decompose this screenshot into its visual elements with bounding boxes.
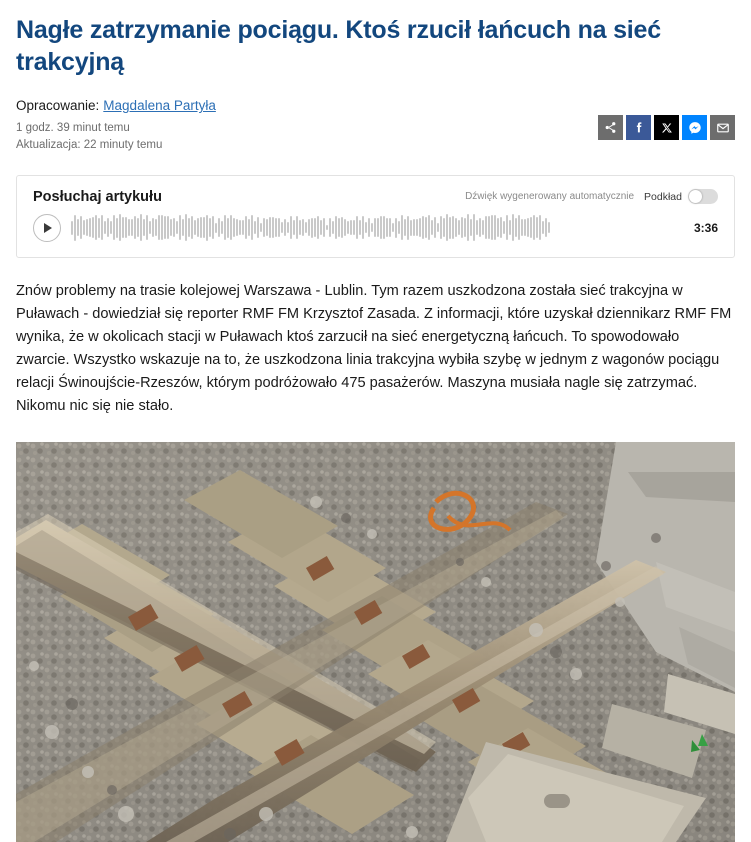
- waveform-bar: [89, 218, 91, 237]
- waveform-bar: [440, 216, 442, 239]
- waveform-bar: [386, 218, 388, 236]
- waveform-bar: [134, 216, 136, 240]
- article-image: [16, 442, 735, 842]
- waveform-bar: [479, 218, 481, 238]
- audio-player-header: [33, 189, 718, 205]
- waveform-bar: [374, 218, 376, 237]
- waveform-bar: [437, 223, 439, 232]
- waveform-bar: [149, 221, 151, 234]
- waveform-bar: [143, 219, 145, 236]
- waveform-bar: [419, 218, 421, 238]
- waveform-bar: [392, 223, 394, 232]
- byline: [16, 98, 735, 113]
- waveform-bar: [533, 215, 535, 241]
- waveform-bar: [233, 218, 235, 238]
- audio-waveform[interactable]: [71, 213, 684, 243]
- waveform-bar: [449, 217, 451, 239]
- waveform-bar: [320, 220, 322, 234]
- waveform-bar: [521, 219, 523, 236]
- waveform-bar: [203, 217, 205, 239]
- waveform-bar: [314, 218, 316, 236]
- waveform-bar: [359, 220, 361, 235]
- waveform-bar: [227, 218, 229, 238]
- waveform-bar: [464, 218, 466, 237]
- waveform-bar: [104, 221, 106, 234]
- toggle-knob: [689, 190, 702, 203]
- waveform-bar: [356, 216, 358, 239]
- waveform-bar: [446, 214, 448, 240]
- audio-player-title: Posłuchaj artykułu: [33, 188, 162, 205]
- share-email-icon[interactable]: [710, 115, 735, 140]
- waveform-bar: [548, 222, 550, 233]
- waveform-bar: [443, 218, 445, 236]
- waveform-bar: [485, 216, 487, 240]
- waveform-bar: [116, 218, 118, 238]
- audio-player-options: [465, 189, 718, 204]
- waveform-bar: [434, 217, 436, 237]
- background-music-label: Podkład: [644, 190, 682, 203]
- waveform-bar: [257, 217, 259, 238]
- waveform-bar: [428, 215, 430, 240]
- share-x-icon[interactable]: [654, 115, 679, 140]
- waveform-bar: [155, 219, 157, 237]
- waveform-bar: [482, 220, 484, 235]
- waveform-bar: [209, 218, 211, 237]
- waveform-bar: [368, 218, 370, 236]
- waveform-bar: [512, 214, 514, 242]
- waveform-bar: [281, 222, 283, 233]
- waveform-bar: [539, 215, 541, 240]
- waveform-bar: [371, 223, 373, 233]
- waveform-bar: [83, 220, 85, 235]
- waveform-bar: [122, 217, 124, 239]
- waveform-bar: [305, 222, 307, 234]
- waveform-bar: [254, 221, 256, 234]
- waveform-bar: [401, 215, 403, 240]
- waveform-bar: [527, 218, 529, 238]
- author-link[interactable]: Magdalena Partyła: [103, 98, 216, 113]
- article-lead-paragraph: Znów problemy na trasie kolejowej Warszawa - Lublin. Tym razem uszkodzona została sieć trakcyjna w Puławach - dowiedział się reporter RMF FM Krzysztof Zasada. Z informacji, które uzyskał dziennikarz RMF FM wynika, że w okolicach stacji w Puławach ktoś zarzucił na sieć energetyczną łańcuch. To spowodowało zwarcie. Wszystko wskazuje na to, że uszkodzona linia trakcyjna wybiła szybę w jednym z wagonów pociągu relacji Świnoujście-Rzeszów, którym podróżowało 475 pasażerów. Maszyna musiała nagle się zatrzymać. Nikomu nic się nie stało.: [16, 282, 732, 414]
- waveform-bar: [413, 219, 415, 236]
- auto-generated-note: Dźwięk wygenerowany automatycznie: [465, 191, 635, 202]
- play-button[interactable]: [33, 214, 61, 242]
- background-music-toggle-wrap[interactable]: [644, 189, 718, 204]
- waveform-bar: [458, 220, 460, 234]
- waveform-bar: [296, 216, 298, 239]
- waveform-bar: [140, 214, 142, 242]
- share-facebook-icon[interactable]: [626, 115, 651, 140]
- waveform-bar: [182, 219, 184, 236]
- waveform-bar: [293, 220, 295, 235]
- waveform-bar: [206, 215, 208, 241]
- waveform-bar: [242, 220, 244, 235]
- waveform-bar: [350, 220, 352, 236]
- waveform-bar: [332, 221, 334, 234]
- waveform-bar: [200, 217, 202, 239]
- waveform-bar: [455, 218, 457, 237]
- waveform-bar: [86, 219, 88, 235]
- waveform-bar: [224, 215, 226, 240]
- waveform-bar: [383, 216, 385, 238]
- waveform-bar: [491, 215, 493, 240]
- waveform-bar: [536, 217, 538, 237]
- waveform-bar: [353, 220, 355, 235]
- page-title: Nagłe zatrzymanie pociągu. Ktoś rzucił łańcuch na sieć trakcyjną: [16, 16, 661, 76]
- waveform-bar: [170, 219, 172, 235]
- waveform-bar: [461, 217, 463, 238]
- waveform-bar: [308, 219, 310, 235]
- waveform-bar: [185, 214, 187, 241]
- waveform-bar: [329, 218, 331, 236]
- waveform-bar: [152, 218, 154, 238]
- waveform-bar: [260, 223, 262, 232]
- waveform-bar: [395, 218, 397, 238]
- waveform-bar: [467, 214, 469, 241]
- waveform-bar: [341, 217, 343, 238]
- waveform-bar: [125, 217, 127, 238]
- waveform-bar: [311, 218, 313, 238]
- waveform-bar: [98, 218, 100, 238]
- waveform-bar: [506, 215, 508, 239]
- waveform-bar: [416, 219, 418, 235]
- article-container: [0, 14, 751, 842]
- waveform-bar: [263, 218, 265, 236]
- waveform-bar: [287, 222, 289, 233]
- waveform-bar: [194, 220, 196, 235]
- waveform-bar: [197, 218, 199, 237]
- waveform-bar: [251, 215, 253, 240]
- waveform-bar: [290, 216, 292, 239]
- share-buttons: [598, 115, 735, 140]
- waveform-bar: [230, 215, 232, 239]
- waveform-bar: [128, 219, 130, 237]
- waveform-bar: [335, 216, 337, 239]
- waveform-bar: [317, 216, 319, 239]
- waveform-bar: [488, 216, 490, 239]
- waveform-bar: [407, 216, 409, 240]
- waveform-bar: [473, 214, 475, 240]
- waveform-bar: [221, 221, 223, 235]
- waveform-bar: [422, 216, 424, 240]
- waveform-bar: [131, 219, 133, 235]
- waveform-bar: [215, 223, 217, 233]
- share-generic-icon[interactable]: [598, 115, 623, 140]
- waveform-bar: [77, 219, 79, 236]
- audio-player: [16, 175, 735, 258]
- waveform-bar: [545, 218, 547, 237]
- waveform-bar: [266, 219, 268, 236]
- waveform-bar: [95, 215, 97, 240]
- waveform-bar: [452, 216, 454, 239]
- waveform-bar: [284, 219, 286, 236]
- waveform-bar: [380, 216, 382, 238]
- waveform-bar: [494, 215, 496, 240]
- waveform-bar: [110, 221, 112, 233]
- waveform-bar: [362, 216, 364, 240]
- waveform-bar: [161, 215, 163, 239]
- audio-duration: 3:36: [693, 220, 718, 235]
- waveform-bar: [188, 218, 190, 237]
- waveform-bar: [269, 217, 271, 239]
- share-messenger-icon[interactable]: [682, 115, 707, 140]
- waveform-bar: [530, 217, 532, 238]
- waveform-bar: [146, 215, 148, 240]
- waveform-bar: [542, 221, 544, 234]
- waveform-bar: [107, 218, 109, 237]
- waveform-bar: [344, 219, 346, 236]
- waveform-bar: [164, 216, 166, 240]
- waveform-bar: [497, 218, 499, 237]
- waveform-bar: [398, 221, 400, 234]
- waveform-bar: [404, 219, 406, 236]
- waveform-bar: [299, 220, 301, 235]
- waveform-bar: [167, 216, 169, 240]
- waveform-bar: [338, 218, 340, 236]
- waveform-bar: [137, 218, 139, 237]
- waveform-bar: [74, 215, 76, 241]
- waveform-bar: [518, 215, 520, 239]
- waveform-bar: [191, 216, 193, 238]
- waveform-bar: [509, 220, 511, 236]
- waveform-bar: [212, 216, 214, 239]
- waveform-bar: [80, 216, 82, 239]
- waveform-bar: [179, 215, 181, 241]
- waveform-bar: [425, 217, 427, 238]
- waveform-bar: [113, 215, 115, 240]
- waveform-bar: [71, 221, 73, 235]
- waveform-bar: [347, 221, 349, 234]
- background-music-toggle[interactable]: [688, 189, 718, 204]
- waveform-bar: [503, 221, 505, 233]
- waveform-bar: [119, 214, 121, 240]
- waveform-bar: [245, 216, 247, 239]
- waveform-bar: [239, 220, 241, 235]
- waveform-bar: [500, 217, 502, 237]
- waveform-bar: [410, 220, 412, 236]
- waveform-bar: [389, 218, 391, 237]
- waveform-bar: [524, 219, 526, 236]
- waveform-bar: [515, 218, 517, 237]
- waveform-bar: [272, 217, 274, 239]
- article-meta: [16, 98, 735, 155]
- waveform-bar: [275, 218, 277, 237]
- waveform-bar: [302, 219, 304, 236]
- waveform-bar: [236, 219, 238, 236]
- waveform-bar: [326, 225, 328, 230]
- waveform-bar: [377, 218, 379, 237]
- waveform-bar: [176, 221, 178, 235]
- waveform-bar: [365, 222, 367, 234]
- waveform-bar: [476, 220, 478, 234]
- waveform-bar: [470, 219, 472, 237]
- waveform-bar: [92, 217, 94, 238]
- waveform-bar: [218, 218, 220, 237]
- published-time: 1 godz. 39 minut temu: [16, 122, 130, 134]
- waveform-bar: [173, 218, 175, 236]
- waveform-bar: [158, 215, 160, 240]
- byline-label: Opracowanie:: [16, 98, 100, 113]
- audio-controls: [33, 213, 718, 243]
- waveform-bar: [431, 220, 433, 235]
- waveform-bar: [248, 219, 250, 236]
- waveform-bar: [278, 218, 280, 238]
- updated-time: Aktualizacja: 22 minuty temu: [16, 139, 163, 152]
- waveform-bar: [101, 215, 103, 240]
- play-icon: [44, 223, 52, 233]
- waveform-bar: [323, 218, 325, 237]
